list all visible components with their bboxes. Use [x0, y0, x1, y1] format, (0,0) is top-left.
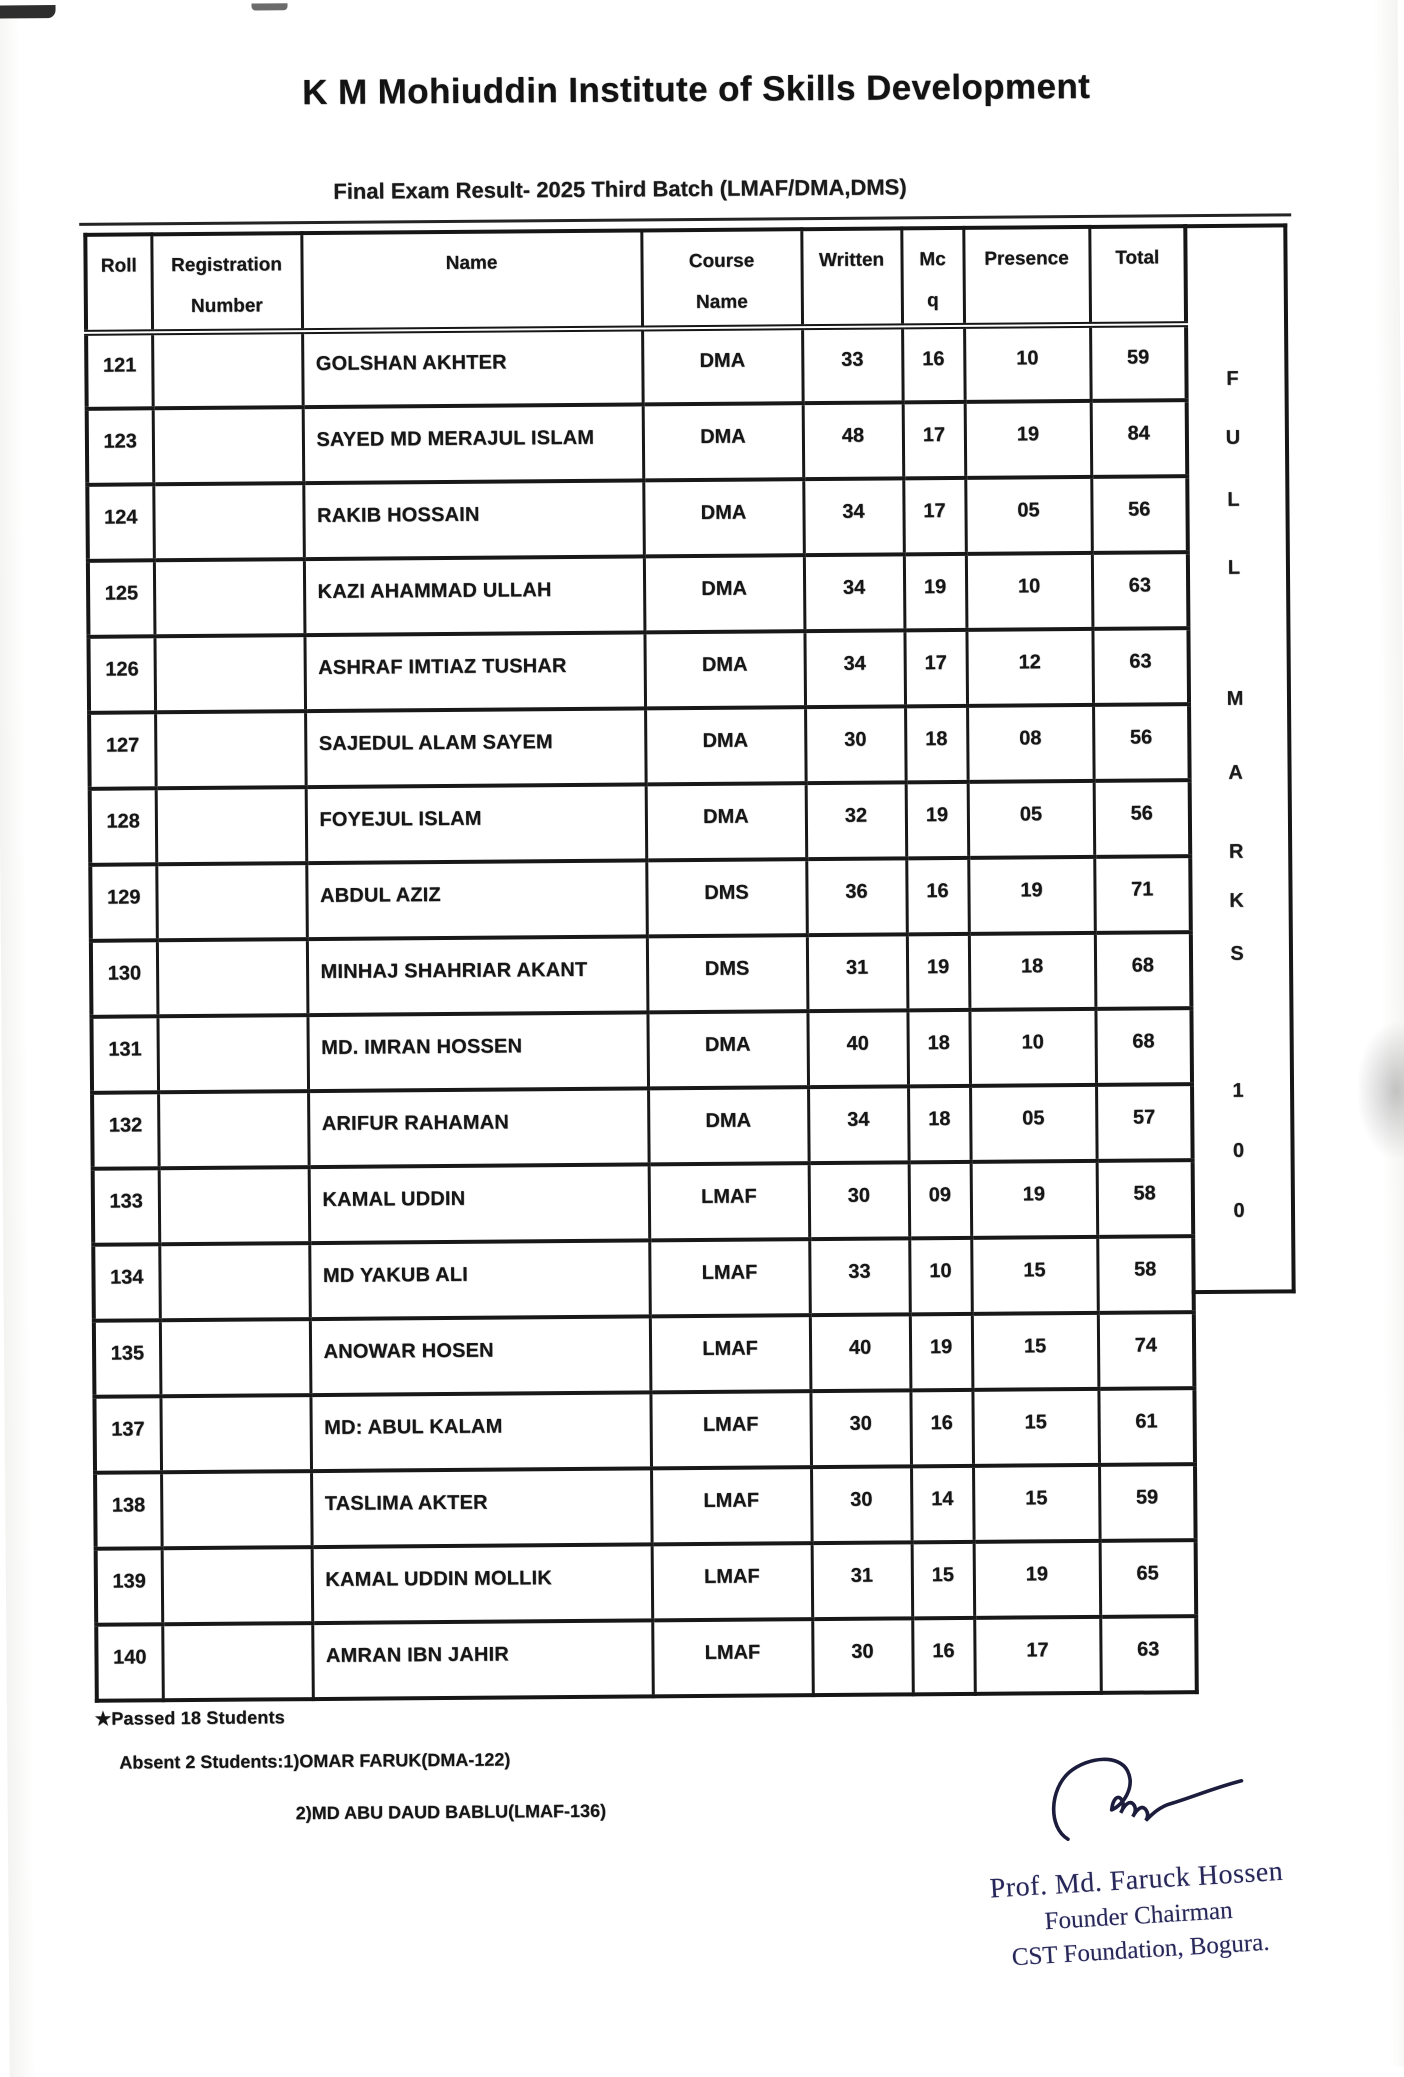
cell-course: LMAF [650, 1391, 811, 1468]
cell-mc: 17 [903, 402, 966, 478]
cell-name: ARIFUR RAHAMAN [308, 1088, 649, 1167]
cell-written: 30 [805, 706, 906, 783]
cell-registration [152, 331, 303, 408]
cell-mc: 19 [910, 1314, 973, 1390]
cell-course: LMAF [652, 1543, 813, 1620]
cell-name: KAZI AHAMMAD ULLAH [304, 556, 645, 635]
cell-mc: 19 [906, 782, 969, 858]
cell-course: LMAF [651, 1467, 812, 1544]
cell-registration [159, 1167, 310, 1244]
cell-total: 74 [1098, 1312, 1195, 1389]
cell-roll: 131 [91, 1016, 158, 1093]
cell-total: 57 [1096, 1084, 1193, 1161]
cell-written: 32 [806, 782, 907, 859]
cell-written: 34 [804, 630, 905, 707]
table-row [87, 476, 1188, 561]
table-row [96, 1540, 1197, 1625]
cell-name: GOLSHAN AKHTER [302, 328, 643, 407]
cell-course: DMA [645, 707, 806, 784]
cell-mc: 19 [904, 554, 967, 630]
cell-presence: 10 [969, 1009, 1096, 1086]
absent-note-1: Absent 2 Students:1)OMAR FARUK(DMA-122) [119, 1749, 511, 1773]
cell-written: 30 [809, 1162, 910, 1239]
cell-total: 84 [1091, 400, 1188, 477]
cell-written: 48 [803, 402, 904, 479]
cell-roll: 126 [88, 636, 155, 713]
table-row [87, 400, 1188, 485]
cell-course: DMA [644, 555, 805, 632]
scan-artifact-blob [1356, 1020, 1404, 1161]
cell-mc: 19 [907, 934, 970, 1010]
signatory-organization: CST Foundation, Bogura. [1011, 1928, 1271, 1972]
table-header-row [85, 226, 1186, 332]
full-marks-letter: 0 [1232, 1139, 1245, 1162]
column-header-presence: Presence [963, 227, 1090, 326]
cell-name: SAYED MD MERAJUL ISLAM [303, 404, 644, 483]
cell-course: DMA [647, 1011, 808, 1088]
absent-note-2: 2)MD ABU DAUD BABLU(LMAF-136) [295, 1800, 607, 1824]
table-row [94, 1312, 1195, 1397]
scan-artifact-corner [0, 5, 56, 18]
cell-presence: 19 [974, 1541, 1101, 1618]
cell-roll: 139 [96, 1548, 163, 1625]
page-subtitle: Final Exam Result- 2025 Third Batch (LMAF/DMA,DMS) [333, 174, 907, 204]
cell-roll: 140 [96, 1624, 163, 1701]
cell-presence: 15 [972, 1313, 1099, 1390]
cell-roll: 129 [90, 864, 157, 941]
cell-name: KAMAL UDDIN [309, 1164, 650, 1243]
full-marks-side-column [1183, 223, 1295, 1294]
cell-roll: 138 [95, 1472, 162, 1549]
cell-course: DMS [647, 935, 808, 1012]
signatory-title: Founder Chairman [1043, 1896, 1234, 1936]
cell-presence: 19 [968, 857, 1095, 934]
cell-roll: 128 [90, 788, 157, 865]
cell-roll: 125 [88, 560, 155, 637]
cell-presence: 15 [973, 1465, 1100, 1542]
table-row [89, 704, 1190, 789]
cell-registration [160, 1319, 311, 1396]
full-marks-letter: 0 [1233, 1199, 1245, 1222]
cell-course: DMA [642, 327, 803, 404]
cell-registration [160, 1395, 311, 1472]
cell-mc: 18 [908, 1086, 971, 1162]
cell-total: 56 [1094, 780, 1191, 857]
cell-registration [157, 1015, 308, 1092]
cell-roll: 134 [93, 1244, 160, 1321]
cell-total: 56 [1093, 704, 1190, 781]
cell-registration [158, 1091, 309, 1168]
table-row [90, 780, 1191, 865]
cell-registration [153, 407, 304, 484]
table-row [91, 1008, 1192, 1093]
cell-mc: 16 [910, 1390, 973, 1466]
cell-name: ASHRAF IMTIAZ TUSHAR [304, 632, 645, 711]
cell-roll: 132 [92, 1092, 159, 1169]
cell-mc: 17 [904, 630, 967, 706]
cell-course: DMA [643, 403, 804, 480]
cell-mc: 16 [912, 1618, 975, 1694]
cell-registration [162, 1623, 313, 1700]
cell-roll: 127 [89, 712, 156, 789]
cell-name: SAJEDUL ALAM SAYEM [305, 708, 646, 787]
cell-written: 30 [812, 1618, 913, 1695]
cell-total: 63 [1092, 552, 1189, 629]
cell-roll: 123 [87, 408, 154, 485]
cell-presence: 10 [964, 325, 1091, 402]
cell-name: AMRAN IBN JAHIR [312, 1620, 653, 1699]
table-row [95, 1464, 1196, 1549]
cell-name: MD. IMRAN HOSSEN [307, 1012, 648, 1091]
cell-written: 30 [811, 1466, 912, 1543]
cell-mc: 16 [906, 858, 969, 934]
signatory-stamp [936, 1853, 1341, 1977]
cell-roll: 135 [94, 1320, 161, 1397]
signature-scribble [1045, 1752, 1246, 1849]
cell-written: 31 [812, 1542, 913, 1619]
cell-presence: 05 [965, 477, 1092, 554]
table-row [94, 1388, 1195, 1473]
full-marks-letter: M [1226, 687, 1244, 710]
cell-course: LMAF [650, 1315, 811, 1392]
column-header-total: Total [1089, 226, 1186, 324]
cell-total: 59 [1090, 324, 1187, 401]
cell-total: 63 [1092, 628, 1189, 705]
table-row [90, 856, 1191, 941]
cell-course: DMA [644, 631, 805, 708]
cell-total: 68 [1095, 932, 1192, 1009]
table-row [88, 552, 1189, 637]
cell-course: DMA [643, 479, 804, 556]
cell-presence: 08 [967, 705, 1094, 782]
table-row [92, 1084, 1193, 1169]
cell-mc: 14 [911, 1466, 974, 1542]
cell-course: LMAF [649, 1163, 810, 1240]
signatory-name: Prof. Md. Faruck Hossen [988, 1855, 1285, 1905]
full-marks-letter: A [1228, 761, 1243, 784]
cell-written: 30 [810, 1390, 911, 1467]
results-table [83, 224, 1199, 1702]
cell-registration [162, 1547, 313, 1624]
cell-written: 33 [809, 1238, 910, 1315]
full-marks-letter: S [1230, 942, 1244, 965]
cell-mc: 10 [909, 1238, 972, 1314]
cell-registration [161, 1471, 312, 1548]
cell-name: MD: ABUL KALAM [310, 1392, 651, 1471]
table-row [86, 324, 1187, 409]
table-row [93, 1160, 1194, 1245]
cell-course: DMA [646, 783, 807, 860]
cell-total: 71 [1094, 856, 1191, 933]
cell-presence: 10 [966, 553, 1093, 630]
cell-course: LMAF [652, 1619, 813, 1696]
cell-total: 63 [1100, 1616, 1197, 1693]
cell-total: 58 [1097, 1236, 1194, 1313]
cell-presence: 15 [972, 1389, 1099, 1466]
full-marks-letter: F [1226, 367, 1239, 390]
table-row [93, 1236, 1194, 1321]
column-header-registration: Registration Number [151, 233, 302, 332]
cell-written: 36 [806, 858, 907, 935]
cell-total: 65 [1100, 1540, 1197, 1617]
cell-name: ANOWAR HOSEN [310, 1316, 651, 1395]
cell-written: 34 [808, 1086, 909, 1163]
cell-presence: 18 [969, 933, 1096, 1010]
column-header-roll: Roll [85, 234, 152, 332]
cell-course: DMS [646, 859, 807, 936]
cell-written: 31 [807, 934, 908, 1011]
cell-mc: 16 [902, 326, 965, 402]
cell-presence: 17 [974, 1617, 1101, 1694]
cell-total: 59 [1099, 1464, 1196, 1541]
cell-name: MINHAJ SHAHRIAR AKANT [307, 936, 648, 1015]
table-row [88, 628, 1189, 713]
cell-registration [154, 559, 305, 636]
cell-presence: 05 [970, 1085, 1097, 1162]
cell-course: LMAF [649, 1239, 810, 1316]
cell-registration [154, 635, 305, 712]
scan-artifact-mark [252, 3, 288, 10]
cell-name: MD YAKUB ALI [309, 1240, 650, 1319]
full-marks-letter: K [1229, 889, 1244, 912]
results-table-region [83, 223, 1295, 1702]
cell-registration [157, 939, 308, 1016]
cell-name: KAMAL UDDIN MOLLIK [312, 1544, 653, 1623]
cell-roll: 137 [94, 1396, 161, 1473]
cell-written: 33 [802, 326, 903, 403]
cell-name: ABDUL AZIZ [306, 860, 647, 939]
cell-mc: 18 [905, 706, 968, 782]
cell-name: FOYEJUL ISLAM [306, 784, 647, 863]
cell-total: 58 [1097, 1160, 1194, 1237]
full-marks-letter: U [1225, 426, 1241, 449]
cell-written: 34 [804, 554, 905, 631]
cell-mc: 09 [909, 1162, 972, 1238]
cell-name: RAKIB HOSSAIN [303, 480, 644, 559]
full-marks-letter: L [1227, 488, 1240, 511]
cell-roll: 130 [91, 940, 158, 1017]
cell-total: 56 [1091, 476, 1188, 553]
cell-registration [156, 863, 307, 940]
cell-total: 68 [1095, 1008, 1192, 1085]
full-marks-letter: L [1227, 556, 1241, 579]
cell-roll: 121 [86, 332, 153, 409]
page-title: K M Mohiuddin Institute of Skills Development [302, 66, 1091, 113]
cell-course: DMA [648, 1087, 809, 1164]
cell-mc: 18 [907, 1010, 970, 1086]
cell-presence: 15 [971, 1237, 1098, 1314]
column-header-mc: Mc q [901, 228, 964, 326]
cell-presence: 05 [968, 781, 1095, 858]
column-header-written: Written [801, 228, 902, 326]
cell-presence: 12 [966, 629, 1093, 706]
table-row [96, 1616, 1197, 1701]
cell-registration [155, 711, 306, 788]
cell-registration [159, 1243, 310, 1320]
cell-presence: 19 [965, 401, 1092, 478]
column-header-course: Course Name [641, 229, 802, 328]
cell-written: 34 [803, 478, 904, 555]
cell-mc: 15 [912, 1542, 975, 1618]
cell-written: 40 [810, 1314, 911, 1391]
cell-registration [156, 787, 307, 864]
cell-total: 61 [1098, 1388, 1195, 1465]
cell-written: 40 [807, 1010, 908, 1087]
full-marks-letter: R [1228, 840, 1244, 863]
cell-name: TASLIMA AKTER [311, 1468, 652, 1547]
cell-mc: 17 [903, 478, 966, 554]
column-header-name: Name [301, 230, 642, 330]
full-marks-letter: 1 [1232, 1079, 1244, 1102]
cell-roll: 133 [93, 1168, 160, 1245]
passed-note: ★Passed 18 Students [94, 1707, 286, 1729]
cell-presence: 19 [971, 1161, 1098, 1238]
cell-roll: 124 [87, 484, 154, 561]
table-row [91, 932, 1192, 1017]
cell-registration [153, 483, 304, 560]
